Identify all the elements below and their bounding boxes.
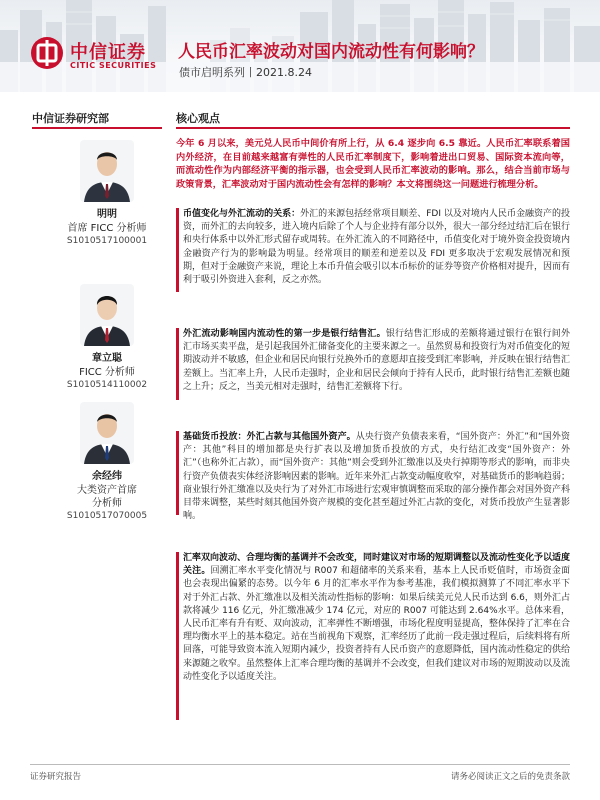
analyst-role: 大类资产首席 [77,485,137,496]
section-body: 银行结售汇形成的差额将通过银行在银行间外汇市场买卖平盘，是引起我国外汇储备变化的主要来源之一。虽然贸易和投资行为对币值变化的短期波动并不敏感，但企业和居民向银行兑换外币的意愿却直接受到汇率影响，并反映在银行结售汇差额上。当汇率上升，人民币走强时，企业和居民会倾向于持有人民币，此时银行结售汇差额也随之上升；反之，当美元相对走强时，结售汇差额将下行。 [183,329,571,392]
summary-paragraph: 今年 6 月以来，美元兑人民币中间价有所上行，从 6.4 逐步向 6.5 靠近。人民币汇率联系着国内外经济，在目前越来越富有弹性的人民币汇率制度下，影响着进出口贸易、国际资本流向等，而流动性作为内部经济平衡的指示器，也会受到人民币汇率波动的影响。那么，结合当前市场与政策背景，汇率波动对于国内流动性会有怎样的影响？本文将围绕这一问题进行梳理分析。 [176,138,570,190]
section-body: 外汇的来源包括经常项目顺差、FDI 以及对境内人民币金融资产的投资，而外汇的去向较多，进入境内后除了个人与企业持有部分以外，很大一部分经过结汇后在银行和央行体系中以外汇形式留存或周转。在外汇流入的不同路径中，币值变化对于境外资金投资境内金融资产行为的影响最为明显。经常项目的顺差和逆差以及 FDI 更多取决于宏观发展情况和预期，但对于金融资产来说，理论上本币升值会吸引以本币标价的证券等资产价格相对提升，因而有利于吸引外资进入套利，反之亦然。 [183,209,571,286]
footer-divider [30,764,570,765]
section-heading: 外汇流动影响国内流动性的第一步是银行结售汇。 [183,329,386,339]
analyst-name: 余经纬 [92,471,122,482]
analyst-card [32,140,182,248]
report-series-date: 债市启明系列丨2021.8.24 [179,66,312,79]
section-fx-value-and-flows [176,208,570,287]
analyst-name: 明明 [97,209,117,220]
report-title: 人民币汇率波动对国内流动性有何影响？ [178,42,484,62]
section-bank-fx-settlement [176,328,570,394]
footer-disclaimer-notice: 请务必阅读正文之后的免责条款 [450,772,570,782]
report-header [0,0,600,92]
analyst-photo-avatar [80,140,134,202]
analyst-photo-avatar [80,402,134,464]
analyst-role: FICC 分析师 [79,367,135,378]
right-divider [176,127,570,129]
footer-report-type: 证券研究报告 [30,772,82,782]
section-heading: 汇率双向波动、合理均衡的基调并不会改变，同时建议对市场的短期调整以及流动性变化予以适度关注。 [183,553,571,577]
section-base-money-issuance [176,431,570,523]
analyst-card [32,402,182,523]
section-heading: 基础货币投放：外汇占款与其他国外资产。 [183,432,356,442]
analyst-card [32,284,182,392]
left-divider [32,127,162,129]
section-two-way-fluctuation [176,552,570,684]
section-body: 从央行资产负债表来看，“国外资产：外汇”和“国外资产：其他”科目的增加都是央行扩表以及增加货币投放的方式，央行结汇改变“国外资产：外汇”（也称外汇占款），而“国外资产：其他”则会受到外汇缴准以及央行掉期等形式的影响，而非央行资产负债表实体经济影响因素的影响。近年来外汇占款变动幅度收窄，对基础货币的影响趋弱；商业银行外汇缴准以及央行为了对外汇市场进行宏观审慎调整而采取的部分操作都会对国外资产科目带来调整，某些时刻其他国外资产规模的变化甚至超过外汇占款的变化，对货币投放产生显著影响。 [183,432,571,522]
analyst-photo-avatar [80,284,134,346]
analyst-certificate-number: S1010514110002 [66,380,148,390]
analyst-certificate-number: S1010517070005 [66,511,148,521]
citic-logo-mark-icon [30,36,64,70]
analyst-role: 首席 FICC 分析师 [67,223,147,234]
analyst-certificate-number: S1010517100001 [66,236,148,246]
analyst-name: 章立聪 [92,353,122,364]
core-views-heading: 核心观点 [176,112,220,125]
analyst-role-continued: 分析师 [92,498,122,509]
logo-english-name: CITIC SECURITIES [70,61,157,70]
research-department: 中信证券研究部 [32,112,109,125]
section-body: 回溯汇率水平变化情况与 R007 和超储率的关系来看，基本上人民币贬值时，市场资金面也会表现出偏紧的态势。以今年 6 月的汇率水平作为参考基准，我们模拟测算了不同汇率水平下对于外汇占款、外汇缴准以及相关流动性指标的影响：如果后续美元兑人民币达到 6.6，则外汇占款将减少 116 亿元，外汇缴准减少 174 亿元，对应的 R007 可能达到 2.64%水平。总体来看，人民币汇率有升有贬、双向波动，汇率弹性不断增强，市场化程度明显提高，整体保持了汇率在合理均衡水平上的基本稳定。站在当前视角下观察，汇率经历了此前一段走强过程后，后续料将有所回落，可能导致资本流入短期内减少，投资者持有人民币资产的意愿降低，国内流动性稳定的供给来源随之收窄。虽然整体上汇率合理均衡的基调并不会改变，但我们建议对市场的短期波动以及流动性变化予以适度关注。 [183,566,571,682]
citic-logo [30,36,170,76]
logo-chinese-name: 中信证券 [70,42,146,63]
section-heading: 币值变化与外汇流动的关系： [183,209,301,219]
